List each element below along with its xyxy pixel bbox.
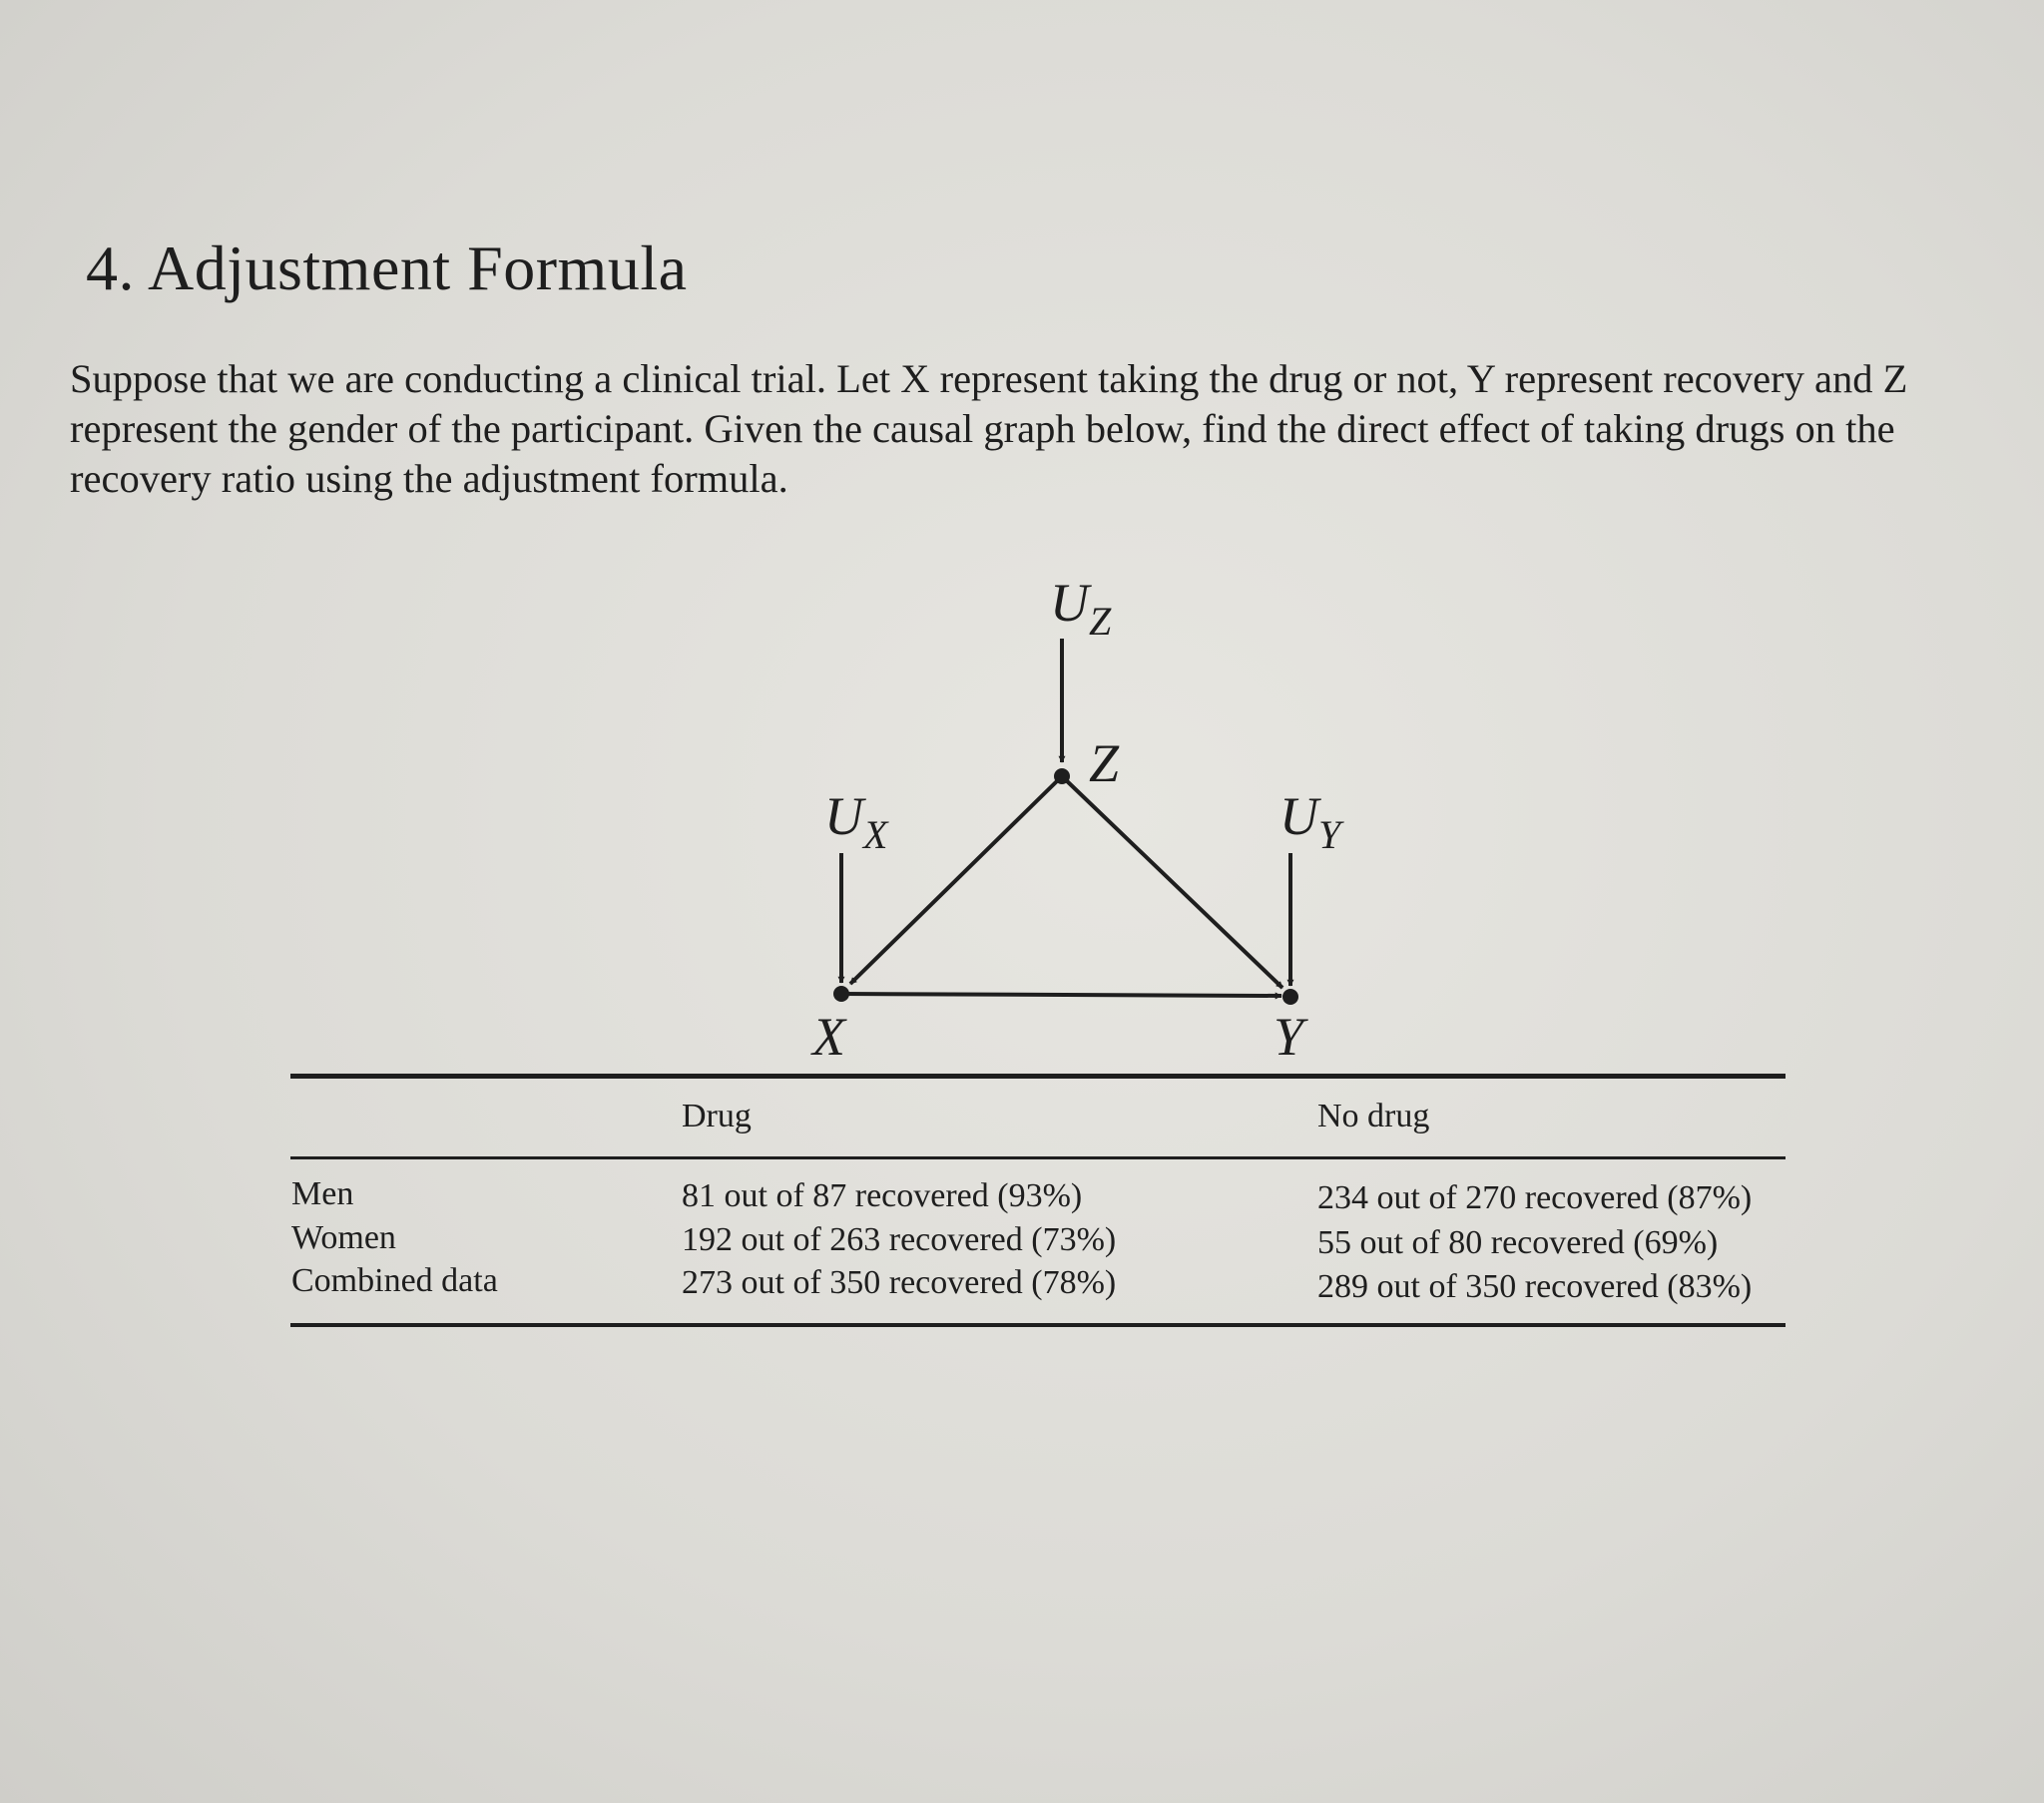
label-z: Z bbox=[1089, 733, 1120, 793]
edge-z-x bbox=[850, 776, 1062, 984]
cell-combined-drug: 273 out of 350 recovered (78%) bbox=[682, 1264, 1117, 1301]
label-x: X bbox=[812, 1007, 845, 1067]
question-heading: 4. Adjustment Formula bbox=[86, 232, 688, 303]
row-label-men: Men bbox=[291, 1175, 354, 1212]
header-drug: Drug bbox=[682, 1098, 752, 1134]
cell-combined-no-drug: 289 out of 350 recovered (83%) bbox=[1317, 1268, 1753, 1305]
node-z bbox=[1054, 768, 1070, 784]
header-no-drug: No drug bbox=[1317, 1098, 1430, 1134]
cell-women-drug: 192 out of 263 recovered (73%) bbox=[682, 1221, 1117, 1258]
edge-z-y bbox=[1062, 776, 1282, 988]
node-x bbox=[833, 986, 849, 1002]
edge-x-y bbox=[841, 994, 1281, 996]
label-y: Y bbox=[1274, 1007, 1304, 1067]
cell-women-no-drug: 55 out of 80 recovered (69%) bbox=[1317, 1224, 1719, 1261]
node-y bbox=[1282, 989, 1298, 1005]
label-uz: $U_Z$ bbox=[1050, 573, 1112, 644]
question-prompt: Suppose that we are conducting a clinical trial. Let X represent taking the drug or not, Y represent recovery and Z represent the gender of the participant. Given the causal graph below, find the direct effect of taking drugs on the recovery ratio using the adjustment formula. bbox=[70, 356, 1908, 501]
cell-men-drug: 81 out of 87 recovered (93%) bbox=[682, 1177, 1083, 1214]
label-uy: $U_Y$ bbox=[1279, 786, 1341, 857]
row-label-women: Women bbox=[291, 1219, 396, 1256]
row-label-combined: Combined data bbox=[291, 1262, 498, 1299]
label-ux: $U_X$ bbox=[824, 786, 888, 857]
cell-men-no-drug: 234 out of 270 recovered (87%) bbox=[1317, 1179, 1753, 1216]
